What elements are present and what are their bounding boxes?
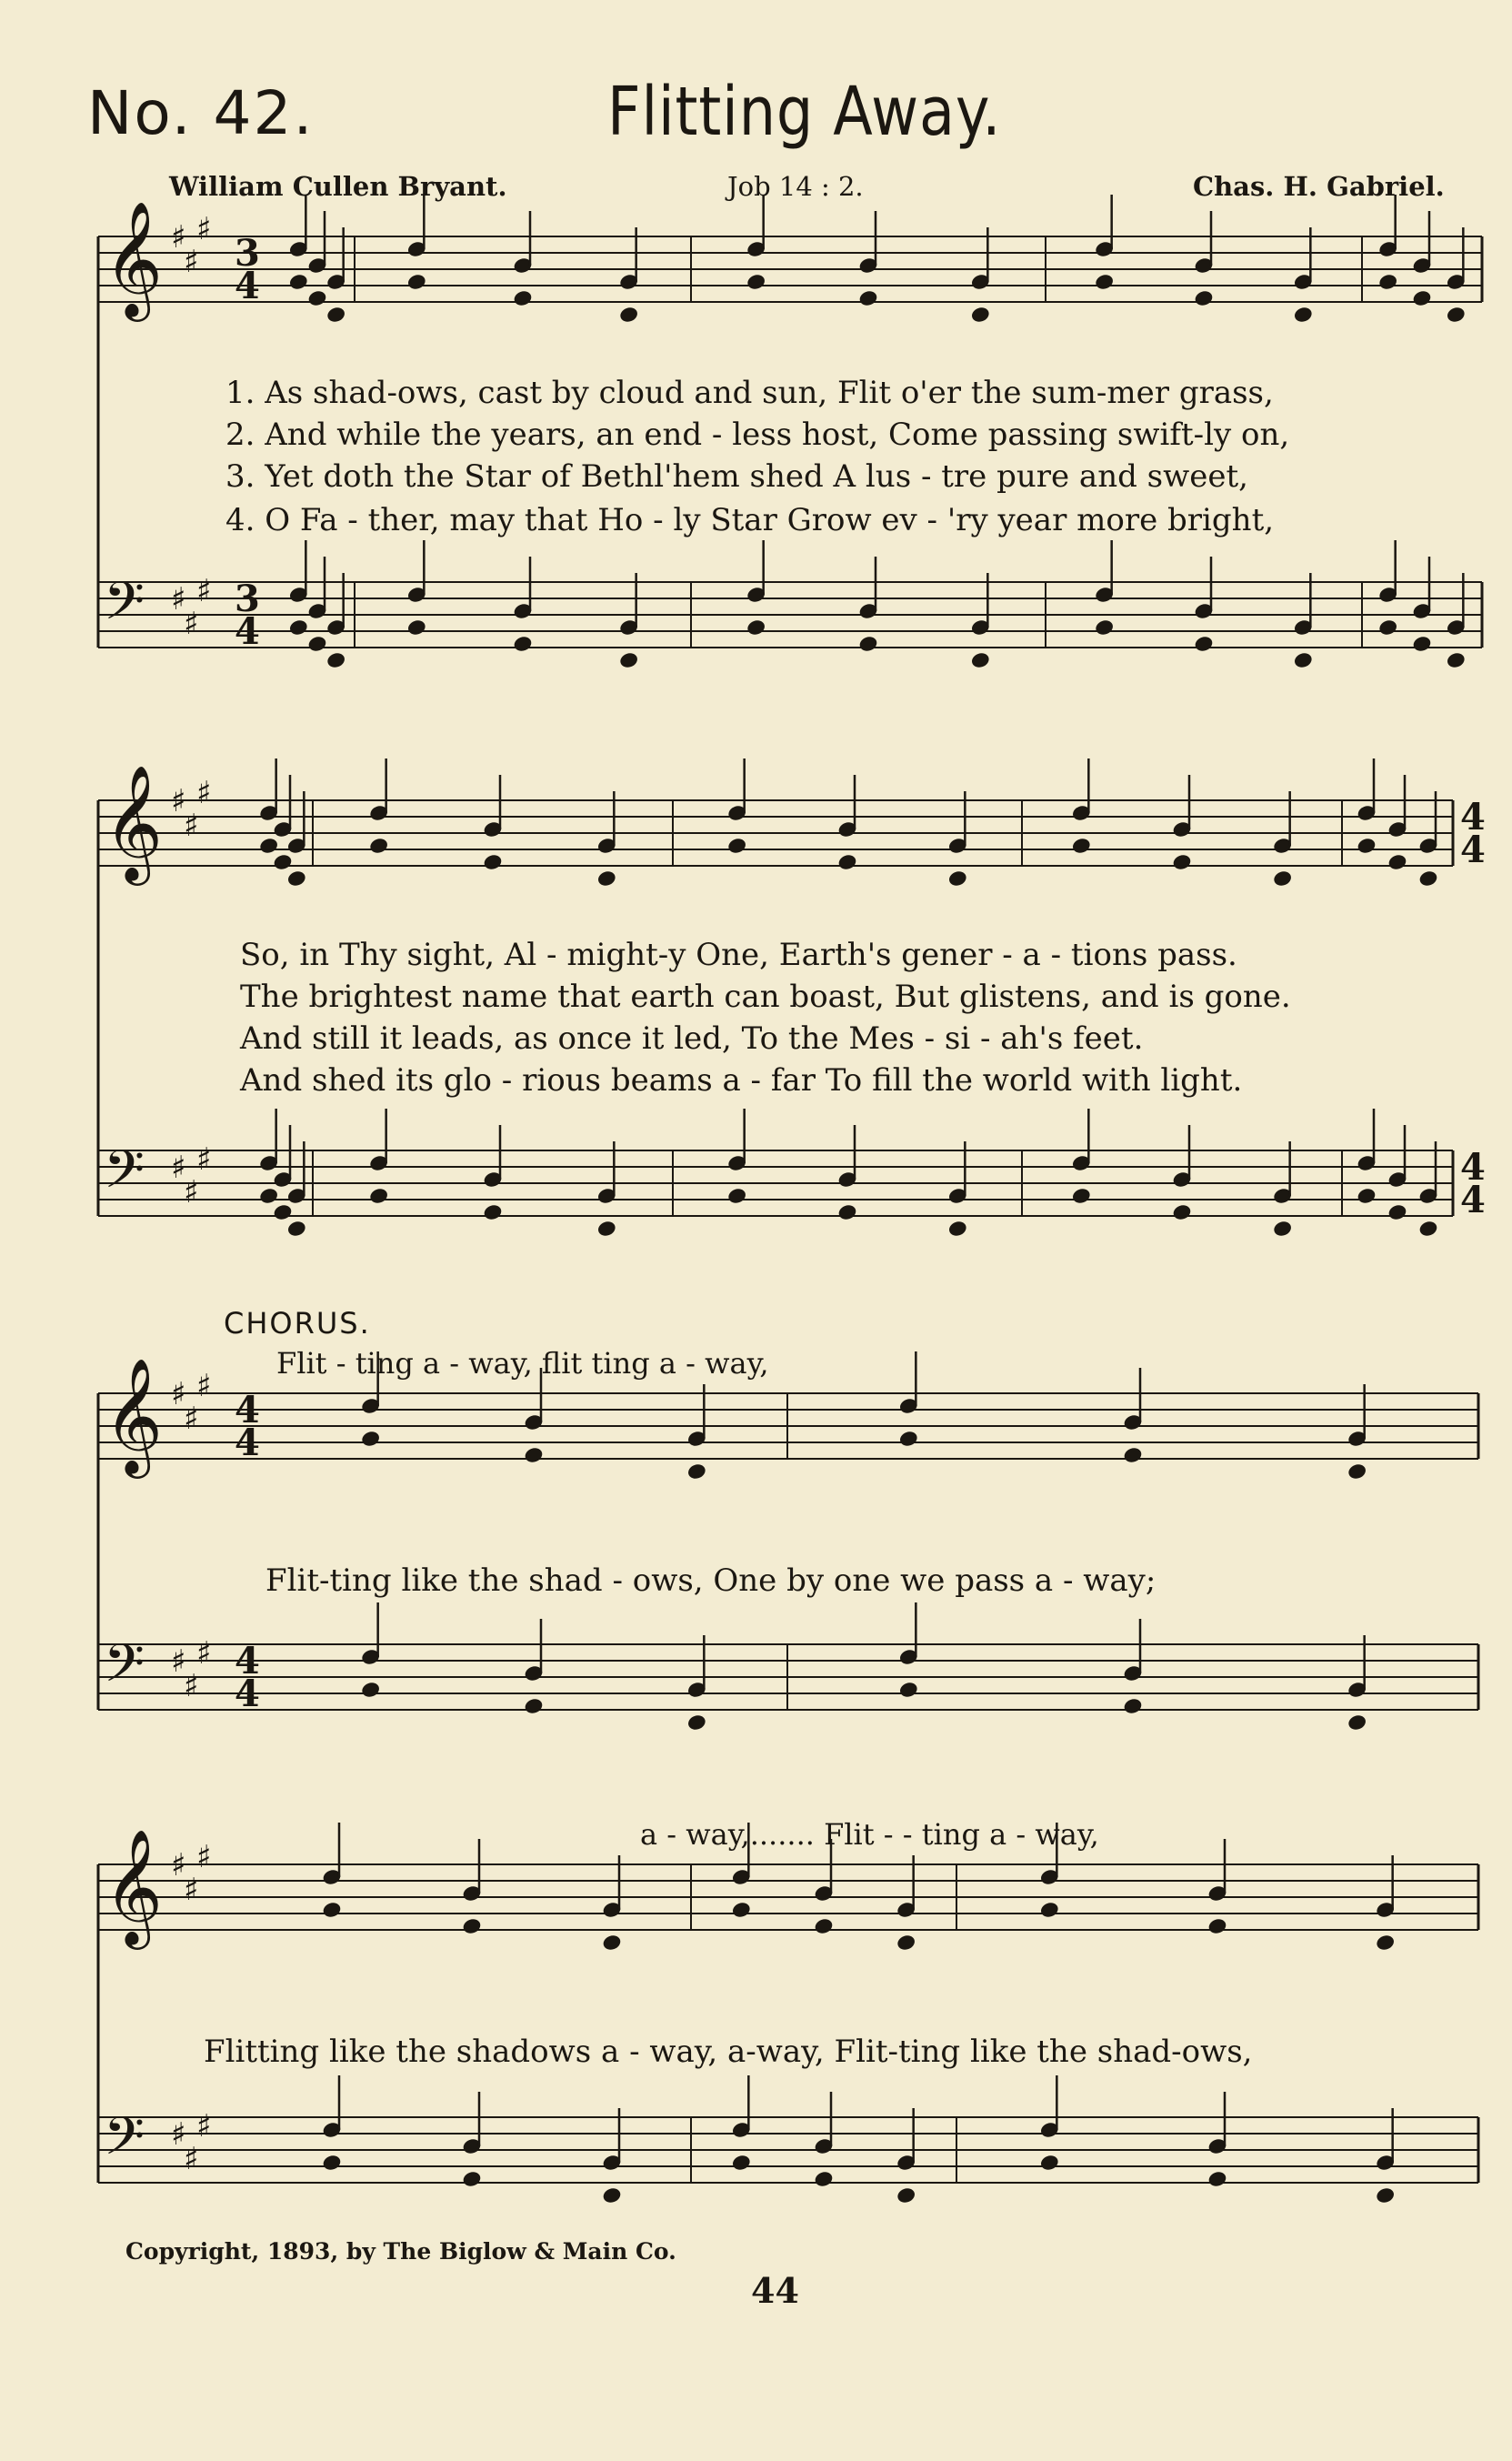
note-head: [1376, 2186, 1396, 2204]
note-head: [1273, 869, 1293, 887]
sharp-icon: ♯: [171, 581, 186, 618]
sharp-icon: ♯: [171, 783, 186, 819]
time-signature: 3: [235, 232, 260, 275]
note-head: [1071, 837, 1091, 854]
note-head: [322, 1901, 342, 1918]
sharp-icon: ♯: [196, 1368, 212, 1404]
note-head: [1123, 1697, 1143, 1714]
note-head: [1387, 853, 1407, 870]
note-head: [1378, 618, 1398, 636]
chorus-lyric-line-2: Flitting like the shadows a - way, a-way, Flit-ting like the shad-ows,: [204, 2034, 1253, 2070]
note-head: [288, 273, 308, 290]
note-head: [1095, 618, 1115, 636]
treble-clef-icon: 𝄞: [104, 200, 164, 316]
verse-1-line-a: 1. As shad-ows, cast by cloud and sun, Flit o'er the sum-mer grass,: [225, 375, 1274, 411]
note-head: [273, 1203, 293, 1220]
note-head: [1446, 306, 1466, 323]
note-head: [259, 837, 279, 854]
verse-2-line-a: 2. And while the years, an end - less host, Come passing swift-ly on,: [225, 417, 1290, 453]
sharp-icon: ♯: [196, 775, 212, 811]
note-head: [406, 618, 426, 636]
sharp-icon: ♯: [184, 244, 199, 280]
scripture-reference: Job 14 : 2.: [727, 171, 864, 202]
note-head: [814, 1917, 834, 1934]
time-signature: 4: [235, 610, 260, 653]
note-head: [731, 1901, 751, 1918]
note-head: [1347, 1462, 1367, 1480]
note-head: [1412, 289, 1432, 306]
note-head: [322, 2154, 342, 2171]
note-head: [1376, 1934, 1396, 1951]
note-head: [524, 1697, 544, 1714]
page-number: 44: [751, 2270, 799, 2311]
note-head: [326, 651, 346, 668]
note-head: [259, 1187, 279, 1204]
note-head: [462, 2170, 482, 2187]
note-head: [1387, 1203, 1407, 1220]
verse-4-line-a: 4. O Fa - ther, may that Ho - ly Star Grow ev - 'ry year more bright,: [225, 502, 1275, 538]
note-head: [1194, 289, 1214, 306]
hymn-number: No. 42.: [87, 78, 315, 148]
sharp-icon: ♯: [184, 1401, 199, 1437]
note-head: [1039, 2154, 1059, 2171]
note-head: [686, 1713, 706, 1731]
chorus-tenor-line-1: Flit - ting a - way, flit ting a - way,: [276, 1346, 769, 1381]
note-head: [596, 869, 616, 887]
note-head: [746, 618, 766, 636]
treble-clef-icon: 𝄞: [104, 1357, 164, 1473]
note-head: [746, 273, 766, 290]
note-head: [1293, 306, 1313, 323]
verse-2-line-b: The brightest name that earth can boast, But glistens, and is gone.: [240, 979, 1291, 1015]
sharp-icon: ♯: [184, 606, 199, 642]
note-head: [898, 1430, 918, 1447]
note-head: [513, 635, 533, 652]
note-head: [1412, 635, 1432, 652]
verse-4-line-b: And shed its glo - rious beams a - far To fill the world with light.: [240, 1062, 1243, 1099]
note-head: [858, 635, 878, 652]
time-signature: 4: [1460, 1179, 1486, 1221]
time-signature: 4: [235, 265, 260, 307]
note-head: [361, 1430, 381, 1447]
note-head: [1207, 1917, 1227, 1934]
sharp-icon: ♯: [196, 211, 212, 247]
note-head: [1418, 1220, 1438, 1237]
note-head: [1357, 837, 1377, 854]
sharp-icon: ♯: [196, 1839, 212, 1875]
note-head: [286, 869, 306, 887]
verse-1-line-b: So, in Thy sight, Al - might-y One, Earth's gener - a - tions pass.: [240, 937, 1237, 973]
note-head: [1207, 2170, 1227, 2187]
sharp-icon: ♯: [184, 1174, 199, 1210]
bass-clef-icon: 𝄢: [104, 1632, 145, 1707]
note-head: [619, 306, 639, 323]
time-signature: 4: [235, 1389, 260, 1431]
sharp-icon: ♯: [196, 1141, 212, 1178]
note-head: [1347, 1713, 1367, 1731]
chorus-tenor-line-2: a - way,....... Flit - - ting a - way,: [640, 1817, 1099, 1852]
note-head: [619, 651, 639, 668]
time-signature: 4: [1460, 1146, 1486, 1189]
note-head: [814, 2170, 834, 2187]
note-head: [1172, 853, 1192, 870]
note-head: [1418, 869, 1438, 887]
time-signature: 4: [235, 1672, 260, 1715]
note-head: [686, 1462, 706, 1480]
chorus-label: CHORUS.: [224, 1306, 371, 1341]
note-head: [896, 1934, 916, 1951]
sharp-icon: ♯: [196, 573, 212, 609]
sharp-icon: ♯: [184, 2141, 199, 2177]
note-head: [462, 1917, 482, 1934]
note-head: [858, 289, 878, 306]
note-head: [896, 2186, 916, 2204]
time-signature: 3: [235, 578, 260, 620]
note-head: [970, 651, 990, 668]
composer-credit: Chas. H. Gabriel.: [1193, 171, 1445, 202]
note-head: [1039, 1901, 1059, 1918]
sharp-icon: ♯: [184, 808, 199, 844]
note-head: [1194, 635, 1214, 652]
author-credit: William Cullen Bryant.: [169, 171, 507, 202]
note-head: [286, 1220, 306, 1237]
sharp-icon: ♯: [171, 219, 186, 256]
note-head: [970, 306, 990, 323]
bass-clef-icon: 𝄢: [104, 570, 145, 645]
note-head: [602, 2186, 622, 2204]
time-signature: 4: [1460, 796, 1486, 839]
note-head: [326, 306, 346, 323]
note-head: [369, 837, 389, 854]
time-signature: 4: [1460, 829, 1486, 871]
note-head: [1123, 1446, 1143, 1463]
treble-clef-icon: 𝄞: [104, 764, 164, 880]
note-head: [727, 837, 747, 854]
note-head: [602, 1934, 622, 1951]
note-head: [361, 1681, 381, 1698]
note-head: [1378, 273, 1398, 290]
note-head: [483, 1203, 503, 1220]
note-head: [898, 1681, 918, 1698]
note-head: [1293, 651, 1313, 668]
note-head: [837, 853, 857, 870]
sharp-icon: ♯: [171, 1376, 186, 1412]
note-head: [273, 853, 293, 870]
sharp-icon: ♯: [171, 2116, 186, 2153]
note-head: [483, 853, 503, 870]
sharp-icon: ♯: [184, 1872, 199, 1908]
time-signature: 4: [235, 1421, 260, 1464]
bass-clef-icon: 𝄢: [104, 1139, 145, 1213]
chorus-lyric-line-1: Flit-ting like the shad - ows, One by one we pass a - way;: [265, 1562, 1157, 1599]
note-head: [406, 273, 426, 290]
note-head: [307, 289, 327, 306]
note-head: [1357, 1187, 1377, 1204]
treble-clef-icon: 𝄞: [104, 1828, 164, 1944]
note-head: [307, 635, 327, 652]
sharp-icon: ♯: [171, 1643, 186, 1680]
note-head: [513, 289, 533, 306]
note-head: [727, 1187, 747, 1204]
sharp-icon: ♯: [196, 1635, 212, 1672]
hymn-title: Flitting Away.: [607, 73, 1002, 151]
note-head: [524, 1446, 544, 1463]
sharp-icon: ♯: [184, 1668, 199, 1704]
sharp-icon: ♯: [171, 1150, 186, 1186]
note-head: [947, 869, 967, 887]
verse-3-line-b: And still it leads, as once it led, To the Mes - si - ah's feet.: [240, 1020, 1144, 1057]
note-head: [288, 618, 308, 636]
note-head: [837, 1203, 857, 1220]
note-head: [1095, 273, 1115, 290]
verse-3-line-a: 3. Yet doth the Star of Bethl'hem shed A lus - tre pure and sweet,: [225, 458, 1248, 495]
bass-clef-icon: 𝄢: [104, 2105, 145, 2180]
note-head: [369, 1187, 389, 1204]
note-head: [1172, 1203, 1192, 1220]
note-head: [731, 2154, 751, 2171]
note-head: [1071, 1187, 1091, 1204]
sharp-icon: ♯: [171, 1847, 186, 1883]
sharp-icon: ♯: [196, 2108, 212, 2145]
copyright-notice: Copyright, 1893, by The Biglow & Main Co.: [125, 2238, 676, 2265]
note-head: [1273, 1220, 1293, 1237]
note-head: [596, 1220, 616, 1237]
note-head: [1446, 651, 1466, 668]
note-head: [947, 1220, 967, 1237]
time-signature: 4: [235, 1640, 260, 1683]
